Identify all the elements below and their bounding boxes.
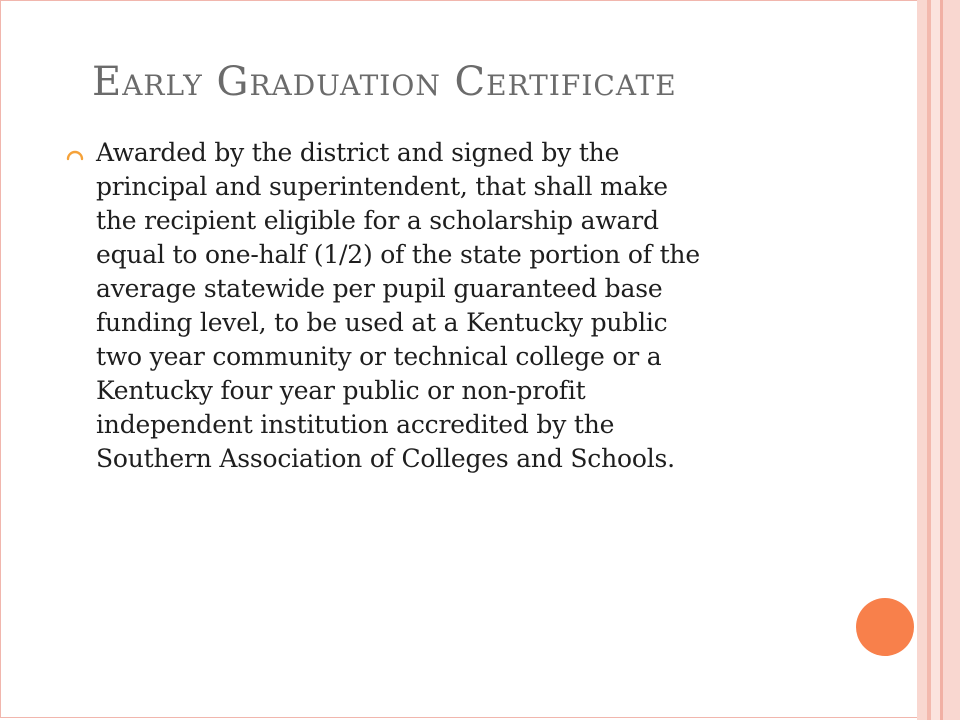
accent-circle xyxy=(856,598,914,656)
right-border-stripe xyxy=(917,0,927,720)
right-border-stripe xyxy=(931,0,940,720)
bullet-icon xyxy=(64,144,86,166)
slide-title: Early Graduation Certificate xyxy=(92,59,677,105)
bullet-text: Awarded by the district and signed by the principal and superintendent, that shall make the recipient eligible for a scholarship award equal to one-half (1/2) of the state portion of the average statewide per pupil guaranteed base funding level, to be used at a Kentucky public two year community or technical college or a Kentucky four year public or non-profit independent institution accredited by the Southern Association of Colleges and Schools. xyxy=(96,138,700,473)
right-border-stripe xyxy=(943,0,960,720)
